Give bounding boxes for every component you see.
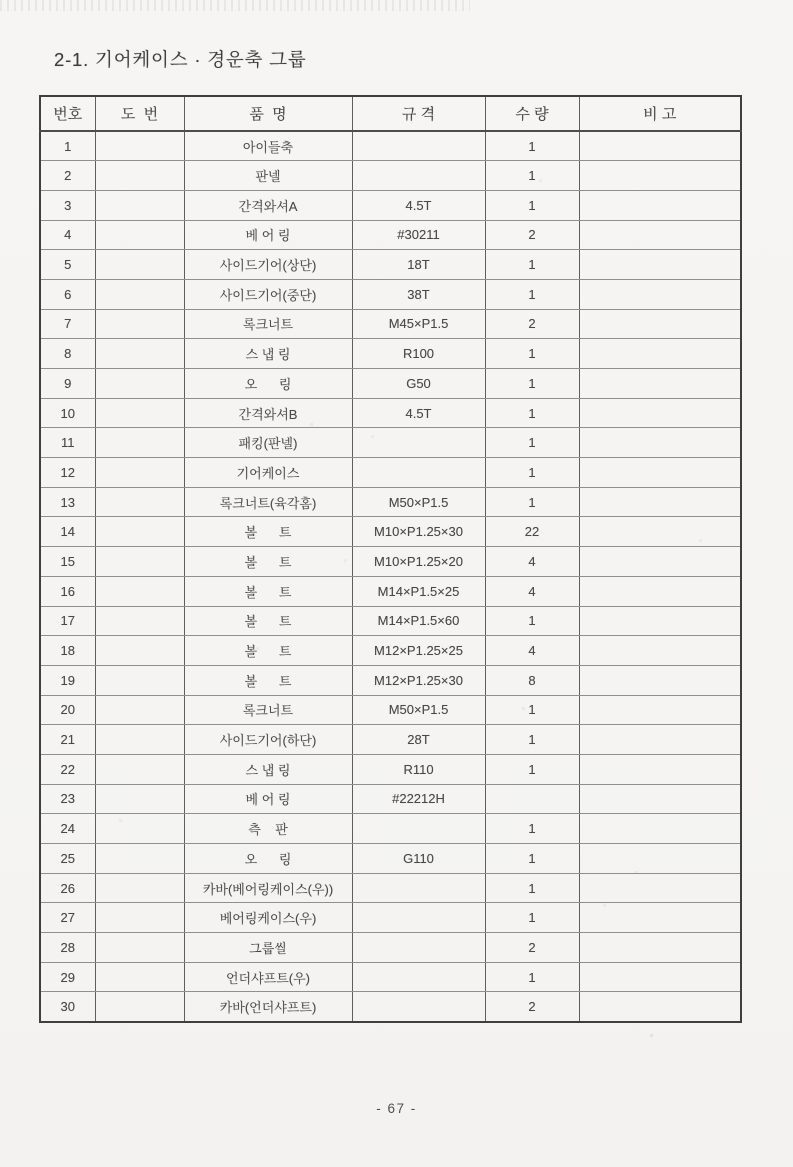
cell-spec: 28T — [352, 725, 485, 755]
header-note: 비 고 — [579, 96, 741, 131]
cell-part-name: 록크너트 — [184, 695, 352, 725]
table-row — [40, 725, 741, 755]
cell-part-name: 베 어 링 — [184, 784, 352, 814]
cell-note — [579, 190, 741, 220]
cell-quantity — [485, 784, 579, 814]
cell-quantity: 1 — [485, 844, 579, 874]
header-row-number: 번호 — [40, 96, 95, 131]
cell-note — [579, 576, 741, 606]
cell-quantity: 1 — [485, 903, 579, 933]
cell-part-name: 볼 트 — [184, 576, 352, 606]
cell-row-number: 12 — [40, 458, 95, 488]
cell-drawing-number — [95, 576, 184, 606]
cell-quantity: 1 — [485, 814, 579, 844]
cell-note — [579, 398, 741, 428]
table-row — [40, 428, 741, 458]
cell-quantity: 1 — [485, 250, 579, 280]
cell-drawing-number — [95, 903, 184, 933]
cell-drawing-number — [95, 309, 184, 339]
cell-note — [579, 933, 741, 963]
cell-part-name: 간격와셔B — [184, 398, 352, 428]
cell-row-number: 17 — [40, 606, 95, 636]
cell-spec — [352, 903, 485, 933]
cell-quantity: 1 — [485, 606, 579, 636]
cell-part-name: 베 어 링 — [184, 220, 352, 250]
cell-part-name: 아이들축 — [184, 131, 352, 161]
cell-part-name: 스 냅 링 — [184, 339, 352, 369]
cell-spec: 4.5T — [352, 398, 485, 428]
header-drawing-number: 도 번 — [95, 96, 184, 131]
cell-row-number: 24 — [40, 814, 95, 844]
cell-row-number: 6 — [40, 279, 95, 309]
cell-quantity: 1 — [485, 339, 579, 369]
table-header-row — [40, 96, 741, 131]
cell-drawing-number — [95, 814, 184, 844]
cell-row-number: 7 — [40, 309, 95, 339]
cell-note — [579, 606, 741, 636]
cell-note — [579, 725, 741, 755]
cell-spec — [352, 161, 485, 191]
cell-spec: 4.5T — [352, 190, 485, 220]
cell-drawing-number — [95, 487, 184, 517]
cell-part-name: 베어링케이스(우) — [184, 903, 352, 933]
cell-note — [579, 161, 741, 191]
cell-drawing-number — [95, 844, 184, 874]
cell-part-name: 사이드기어(상단) — [184, 250, 352, 280]
table-row — [40, 487, 741, 517]
cell-note — [579, 517, 741, 547]
cell-drawing-number — [95, 250, 184, 280]
cell-row-number: 20 — [40, 695, 95, 725]
cell-quantity: 1 — [485, 754, 579, 784]
cell-note — [579, 339, 741, 369]
cell-drawing-number — [95, 784, 184, 814]
table-row — [40, 339, 741, 369]
cell-quantity: 1 — [485, 190, 579, 220]
cell-drawing-number — [95, 428, 184, 458]
cell-quantity: 2 — [485, 992, 579, 1022]
cell-note — [579, 220, 741, 250]
cell-quantity: 8 — [485, 665, 579, 695]
page-title: 2-1. 기어케이스 · 경운축 그룹 — [54, 49, 307, 70]
table-row — [40, 576, 741, 606]
cell-part-name: 사이드기어(하단) — [184, 725, 352, 755]
cell-quantity: 1 — [485, 962, 579, 992]
cell-note — [579, 458, 741, 488]
cell-drawing-number — [95, 517, 184, 547]
cell-row-number: 22 — [40, 754, 95, 784]
cell-row-number: 15 — [40, 547, 95, 577]
cell-row-number: 11 — [40, 428, 95, 458]
cell-drawing-number — [95, 754, 184, 784]
cell-note — [579, 903, 741, 933]
cell-row-number: 25 — [40, 844, 95, 874]
cell-drawing-number — [95, 962, 184, 992]
cell-quantity: 1 — [485, 458, 579, 488]
cell-note — [579, 873, 741, 903]
scan-speckles — [0, 0, 1, 1]
cell-part-name: 카바(베어링케이스(우)) — [184, 873, 352, 903]
cell-spec: M50×P1.5 — [352, 487, 485, 517]
cell-spec: M50×P1.5 — [352, 695, 485, 725]
cell-quantity: 1 — [485, 369, 579, 399]
cell-row-number: 27 — [40, 903, 95, 933]
cell-drawing-number — [95, 665, 184, 695]
cell-part-name: 록크너트(육각홈) — [184, 487, 352, 517]
cell-quantity: 1 — [485, 131, 579, 161]
cell-quantity: 2 — [485, 309, 579, 339]
cell-part-name: 오 링 — [184, 844, 352, 874]
cell-spec: M10×P1.25×20 — [352, 547, 485, 577]
cell-part-name: 록크너트 — [184, 309, 352, 339]
cell-quantity: 4 — [485, 547, 579, 577]
cell-spec — [352, 131, 485, 161]
cell-quantity: 1 — [485, 873, 579, 903]
cell-quantity: 4 — [485, 576, 579, 606]
cell-part-name: 기어케이스 — [184, 458, 352, 488]
header-part-name: 품 명 — [184, 96, 352, 131]
table-row — [40, 279, 741, 309]
cell-note — [579, 844, 741, 874]
cell-note — [579, 992, 741, 1022]
cell-spec: R110 — [352, 754, 485, 784]
cell-spec: M12×P1.25×30 — [352, 665, 485, 695]
cell-drawing-number — [95, 369, 184, 399]
cell-note — [579, 754, 741, 784]
cell-row-number: 29 — [40, 962, 95, 992]
table-row — [40, 784, 741, 814]
cell-drawing-number — [95, 547, 184, 577]
cell-note — [579, 279, 741, 309]
cell-part-name: 사이드기어(중단) — [184, 279, 352, 309]
cell-note — [579, 665, 741, 695]
cell-part-name: 볼 트 — [184, 606, 352, 636]
cell-spec: #22212H — [352, 784, 485, 814]
cell-row-number: 16 — [40, 576, 95, 606]
cell-note — [579, 309, 741, 339]
cell-row-number: 19 — [40, 665, 95, 695]
cell-drawing-number — [95, 725, 184, 755]
cell-drawing-number — [95, 161, 184, 191]
cell-row-number: 3 — [40, 190, 95, 220]
cell-spec: 38T — [352, 279, 485, 309]
cell-row-number: 13 — [40, 487, 95, 517]
cell-row-number: 4 — [40, 220, 95, 250]
cell-quantity: 1 — [485, 428, 579, 458]
table-row — [40, 250, 741, 280]
table-row — [40, 517, 741, 547]
cell-note — [579, 695, 741, 725]
cell-row-number: 5 — [40, 250, 95, 280]
table-row — [40, 933, 741, 963]
cell-drawing-number — [95, 190, 184, 220]
table-row — [40, 606, 741, 636]
cell-note — [579, 814, 741, 844]
table-row — [40, 131, 741, 161]
cell-row-number: 28 — [40, 933, 95, 963]
table-row — [40, 992, 741, 1022]
cell-drawing-number — [95, 873, 184, 903]
cell-quantity: 4 — [485, 636, 579, 666]
cell-note — [579, 784, 741, 814]
table-row — [40, 873, 741, 903]
table-row — [40, 665, 741, 695]
table-row — [40, 695, 741, 725]
table-row — [40, 844, 741, 874]
cell-quantity: 2 — [485, 220, 579, 250]
cell-part-name: 언더샤프트(우) — [184, 962, 352, 992]
table-row — [40, 458, 741, 488]
cell-row-number: 1 — [40, 131, 95, 161]
cell-drawing-number — [95, 933, 184, 963]
cell-drawing-number — [95, 220, 184, 250]
cell-part-name: 패킹(판넬) — [184, 428, 352, 458]
page-number: - 67 - — [376, 1101, 417, 1116]
cell-row-number: 18 — [40, 636, 95, 666]
cell-part-name: 오 링 — [184, 369, 352, 399]
parts-table — [39, 95, 742, 1023]
cell-row-number: 30 — [40, 992, 95, 1022]
cell-spec: G50 — [352, 369, 485, 399]
cell-quantity: 22 — [485, 517, 579, 547]
cell-row-number: 8 — [40, 339, 95, 369]
cell-row-number: 2 — [40, 161, 95, 191]
cell-quantity: 1 — [485, 279, 579, 309]
cell-drawing-number — [95, 131, 184, 161]
table-row — [40, 398, 741, 428]
table-row — [40, 220, 741, 250]
table-row — [40, 309, 741, 339]
cell-row-number: 14 — [40, 517, 95, 547]
table-row — [40, 903, 741, 933]
cell-drawing-number — [95, 458, 184, 488]
header-spec: 규 격 — [352, 96, 485, 131]
cell-spec: M45×P1.5 — [352, 309, 485, 339]
cell-spec: M10×P1.25×30 — [352, 517, 485, 547]
cell-quantity: 2 — [485, 933, 579, 963]
cell-spec: G110 — [352, 844, 485, 874]
cell-part-name: 카바(언더샤프트) — [184, 992, 352, 1022]
cell-note — [579, 547, 741, 577]
cell-part-name: 볼 트 — [184, 636, 352, 666]
cell-note — [579, 131, 741, 161]
scan-noise-band — [0, 0, 470, 11]
table-row — [40, 161, 741, 191]
cell-spec — [352, 933, 485, 963]
cell-spec: M12×P1.25×25 — [352, 636, 485, 666]
cell-drawing-number — [95, 992, 184, 1022]
header-quantity: 수 량 — [485, 96, 579, 131]
cell-note — [579, 428, 741, 458]
table-row — [40, 962, 741, 992]
cell-part-name: 간격와셔A — [184, 190, 352, 220]
table-row — [40, 754, 741, 784]
cell-part-name: 볼 트 — [184, 517, 352, 547]
cell-quantity: 1 — [485, 487, 579, 517]
cell-note — [579, 962, 741, 992]
cell-part-name: 그룹씰 — [184, 933, 352, 963]
table-row — [40, 547, 741, 577]
cell-spec — [352, 992, 485, 1022]
cell-spec: #30211 — [352, 220, 485, 250]
cell-drawing-number — [95, 606, 184, 636]
cell-part-name: 볼 트 — [184, 665, 352, 695]
cell-row-number: 10 — [40, 398, 95, 428]
cell-quantity: 1 — [485, 695, 579, 725]
cell-spec — [352, 428, 485, 458]
cell-row-number: 26 — [40, 873, 95, 903]
cell-row-number: 9 — [40, 369, 95, 399]
cell-drawing-number — [95, 398, 184, 428]
cell-drawing-number — [95, 339, 184, 369]
cell-part-name: 판넬 — [184, 161, 352, 191]
cell-row-number: 23 — [40, 784, 95, 814]
cell-spec — [352, 962, 485, 992]
cell-quantity: 1 — [485, 398, 579, 428]
cell-drawing-number — [95, 279, 184, 309]
cell-spec: M14×P1.5×25 — [352, 576, 485, 606]
cell-drawing-number — [95, 695, 184, 725]
cell-quantity: 1 — [485, 725, 579, 755]
cell-note — [579, 487, 741, 517]
cell-spec: R100 — [352, 339, 485, 369]
table-row — [40, 190, 741, 220]
cell-drawing-number — [95, 636, 184, 666]
cell-spec — [352, 814, 485, 844]
cell-note — [579, 369, 741, 399]
cell-spec — [352, 458, 485, 488]
cell-part-name: 스 냅 링 — [184, 754, 352, 784]
cell-part-name: 볼 트 — [184, 547, 352, 577]
table-row — [40, 636, 741, 666]
table-row — [40, 814, 741, 844]
cell-row-number: 21 — [40, 725, 95, 755]
cell-part-name: 측 판 — [184, 814, 352, 844]
table-row — [40, 369, 741, 399]
cell-note — [579, 636, 741, 666]
cell-spec: M14×P1.5×60 — [352, 606, 485, 636]
cell-note — [579, 250, 741, 280]
cell-spec: 18T — [352, 250, 485, 280]
cell-quantity: 1 — [485, 161, 579, 191]
cell-spec — [352, 873, 485, 903]
